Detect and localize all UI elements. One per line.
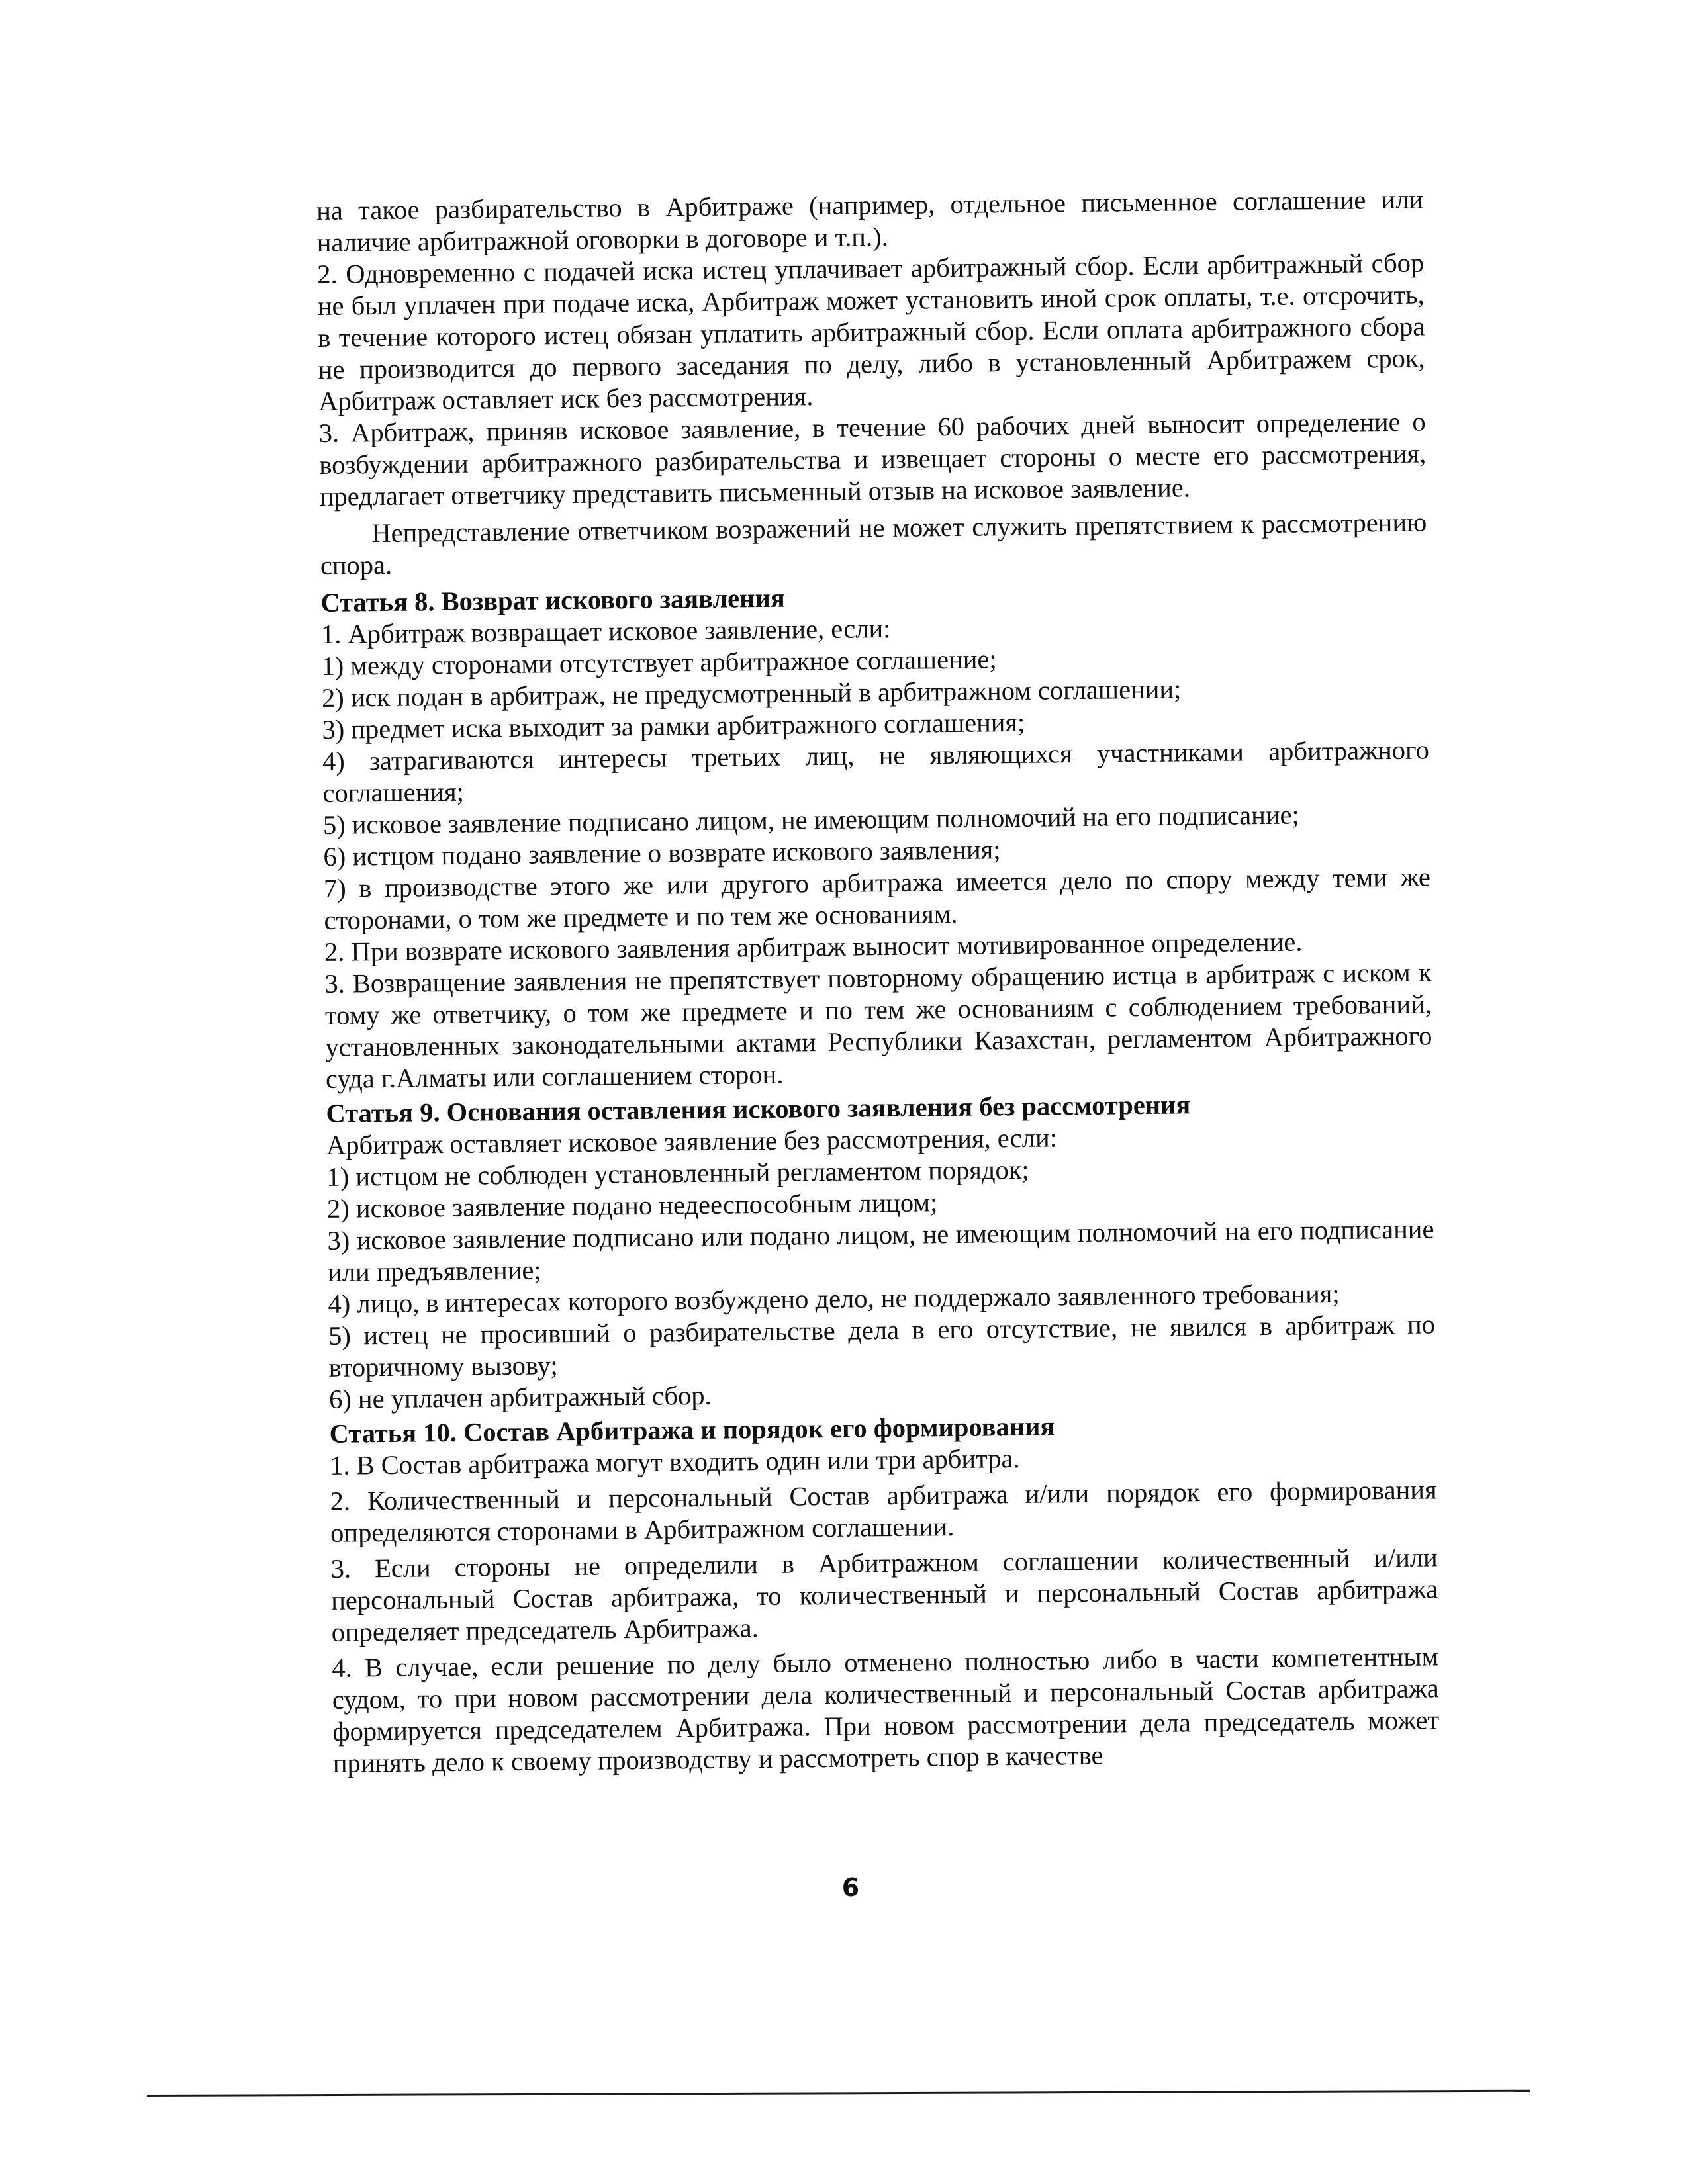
paragraph-continuation: на такое разбирательство в Арбитраже (например, отдельное письменное соглашение или наличие арбитражной оговорки в договоре и т.п.).: [316, 184, 1424, 257]
list-item: 4) затрагиваются интересы третьих лиц, не являющихся участниками арбитражного соглашения;: [322, 735, 1430, 808]
article-8-heading: Статья 8. Возврат искового заявления: [320, 582, 785, 617]
list-item: 1) истцом не соблюден установленный регламентом порядок;: [326, 1154, 1029, 1192]
document-body: [316, 183, 1440, 1779]
list-item: 3) исковое заявление подписано или подано лицом, не имеющим полномочий на его подписание или предъявление;: [327, 1214, 1434, 1287]
list-item: 5) исковое заявление подписано лицом, не имеющим полномочий на его подписание;: [322, 799, 1299, 840]
article-9-heading: Статья 9. Основания оставления искового заявления без рассмотрения: [326, 1089, 1191, 1128]
list-item: 1) между сторонами отсутствует арбитражное соглашение;: [321, 644, 997, 681]
article-10-clause-2: 2. Количественный и персональный Состав арбитража и/или порядок его формирования определяются сторонами в Арбитражном соглашении.: [330, 1475, 1437, 1548]
article-10-heading: Статья 10. Состав Арбитража и порядок его формирования: [329, 1411, 1055, 1449]
paragraph-clause-3: 3. Арбитраж, приняв исковое заявление, в течение 60 рабочих дней выносит определение о возбуждении арбитражного разбирательства и извещает стороны о месте его рассмотрения, предлагает ответчику представить письменный отзыв на исковое заявление.: [318, 406, 1427, 512]
article-8-clause-1: 1. Арбитраж возвращает исковое заявление, если:: [320, 613, 891, 649]
article-8-clause-3: 3. Возвращение заявления не препятствует повторному обращению истца в арбитраж с иском к тому же ответчику, о том же предмете и по тем же основаниям с соблюдением требований, установленных законодательными актами Республики Казахстан, регламентом Арбитражного суда г.Алматы или соглашением сторон.: [324, 957, 1432, 1094]
list-item: 6) истцом подано заявление о возврате искового заявления;: [323, 835, 1001, 872]
paragraph-clause-2: 2. Одновременно с подачей иска истец уплачивает арбитражный сбор. Если арбитражный сбор не был уплачен при подаче иска, Арбитраж может установить иной срок оплаты, т.е. отсрочить, в течение которого истец обязан уплатить арбитражный сбор. Если оплата арбитражного сбора не производится до первого заседания по делу, либо в установленный Арбитражем срок, Арбитраж оставляет иск без рассмотрения.: [317, 248, 1425, 416]
list-item: 6) не уплачен арбитражный сбор.: [328, 1380, 712, 1414]
paragraph-indented-note: Непредставление ответчиком возражений не может служить препятствием к рассмотрению спора.: [320, 507, 1427, 580]
footer-divider: [147, 2090, 1530, 2097]
list-item: 2) иск подан в арбитраж, не предусмотренный в арбитражном соглашении;: [321, 674, 1182, 713]
list-item: 5) истец не просивший о разбирательстве дела в его отсутствие, не явился в арбитраж по вторичному вызову;: [328, 1309, 1436, 1383]
article-8-clause-2: 2. При возврате искового заявления арбитраж выносит мотивированное определение.: [324, 927, 1303, 967]
list-item: 7) в производстве этого же или другого арбитража имеется дело по спору между теми же сторонами, о том же предмете и по тем же основаниям.: [323, 862, 1431, 935]
page-number: 6: [841, 1873, 860, 1902]
list-item: 4) лицо, в интересах которого возбуждено дело, не поддержало заявленного требования;: [328, 1278, 1340, 1319]
article-9-intro: Арбитраж оставляет исковое заявление без рассмотрения, если:: [326, 1122, 1058, 1160]
list-item: 3) предмет иска выходит за рамки арбитражного соглашения;: [322, 707, 1025, 745]
article-10-clause-4: 4. В случае, если решение по делу было отменено полностью либо в части компетентным судом, то при новом рассмотрении дела количественный и персональный Состав арбитража формируется председателем Арбитража. При новом рассмотрении дела председатель может принять дело к своему производству и рассмотреть спор в качестве: [332, 1641, 1440, 1778]
article-10-clause-3: 3. Если стороны не определили в Арбитражном соглашении количественный и/или персональный Состав арбитража, то количественный и персональный Состав арбитража определяет председатель Арбитража.: [330, 1542, 1438, 1647]
article-10-clause-1: 1. В Состав арбитража могут входить один или три арбитра.: [329, 1443, 1020, 1480]
list-item: 2) исковое заявление подано недееспособным лицом;: [326, 1187, 938, 1224]
